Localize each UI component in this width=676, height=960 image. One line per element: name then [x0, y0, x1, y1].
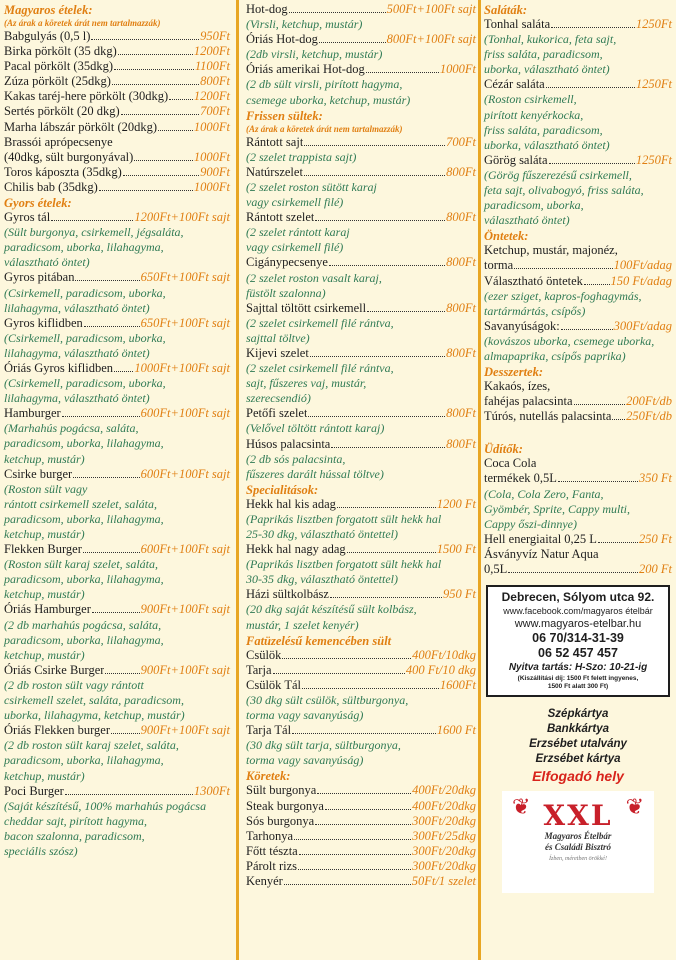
menu-item [246, 165, 476, 180]
item-price: 1600 Ft [436, 723, 476, 738]
item-description: (Roston csirkemell, [484, 92, 577, 107]
item-name: Petőfi szelet [246, 406, 308, 421]
menu-item [4, 467, 230, 482]
item-name: Hell energiaital 0,25 L [484, 531, 597, 546]
item-price: 350 Ft [639, 471, 672, 486]
section-title-gyors: Gyors ételek: [4, 196, 72, 211]
menu-item [246, 678, 476, 693]
menu-item: Chilis bab (35dkg) 1000Ft [4, 179, 230, 194]
menu-item [484, 409, 672, 424]
opening-hours: Nyitva tartás: H-Szo: 10-21-ig [508, 662, 648, 674]
fatuz-items [246, 648, 476, 769]
item-price: 300Ft/20dkg [412, 843, 476, 858]
item-price: 950 Ft [443, 587, 476, 602]
item-description: (Marhahús pogácsa, saláta, [4, 421, 139, 436]
item-price: 100Ft/adag [613, 258, 672, 273]
item-description: bacon szalonna, paradicsom, [4, 828, 145, 843]
item-description: paradicsom, uborka, [484, 198, 584, 213]
phone-1[interactable]: 06 70/314-31-39 [532, 631, 624, 646]
folk-ornament-left-icon: ❦ [512, 795, 531, 821]
item-description: (Virsli, ketchup, mustár) [246, 17, 363, 32]
item-name: termékek 0,5L [484, 471, 557, 486]
section-title-fatuz: Fatüzelésű kemencében sült [246, 633, 392, 648]
menu-item: Babgulyás (0,5 l) 950Ft [4, 29, 230, 43]
spec-items [246, 497, 476, 633]
column-divider-left [236, 0, 239, 960]
item-description: (2 szelet csirkemell filé rántva, [246, 315, 394, 330]
section-title-salat: Saláták: [484, 3, 528, 17]
item-description: ketchup, mustár) [4, 647, 85, 662]
item-description: csirkemell szelet, saláta, paradicsom, [4, 693, 184, 708]
item-description: mustár, 1 szelet kenyér) [246, 617, 359, 632]
item-name: Csirke burger [4, 466, 73, 481]
koret-items [246, 783, 476, 889]
facebook-link[interactable]: www.facebook.com/magyaros ételbár [503, 606, 653, 617]
ontet-items [484, 258, 672, 364]
item-description: (2 db roston sült vagy rántott [4, 677, 144, 692]
item-name: Sós burgonya [246, 813, 315, 828]
menu-item [246, 437, 476, 452]
item-description: paradicsom, uborka, lilahagyma, [4, 632, 164, 647]
folk-ornament-right-icon: ❦ [625, 795, 644, 821]
menu-item [246, 62, 476, 77]
item-name: Hekk hal nagy adag [246, 542, 346, 557]
item-description: ketchup, mustár) [4, 451, 85, 466]
item-name: Tarhonya [246, 828, 294, 843]
menu-item [246, 135, 476, 150]
section-title-frissen: Frissen sültek: [246, 108, 323, 123]
item-price: 600Ft+100Ft sajt [140, 542, 230, 557]
item-description: (2 db marhahús pogácsa, saláta, [4, 617, 162, 632]
item-price: 800Ft [446, 255, 476, 270]
item-price: 400Ft/20dkg [412, 783, 476, 798]
item-price: 400 Ft/10 dkg [405, 662, 476, 677]
section-title-spec: Specialitások: [246, 482, 319, 497]
item-description: (2 db sós palacsinta, [246, 451, 346, 466]
menu-item-brasso: Brassói aprópecsenye [4, 134, 113, 149]
item-description: sajt, fűszeres vaj, mustár, [246, 376, 367, 391]
item-price: 1300Ft [193, 783, 230, 798]
menu-item [246, 814, 476, 829]
logo-line-2: és Családi Bisztró [544, 842, 611, 853]
menu-item [246, 497, 476, 512]
item-price: 250Ft/db [626, 409, 672, 424]
menu-item: (40dkg, sült burgonyával) 1000Ft [4, 149, 230, 164]
item-description: csemege uborka, ketchup, mustár) [246, 92, 411, 107]
logo-mark: XXL [543, 799, 613, 833]
item-name: Tarja Tál [246, 723, 292, 738]
card-erzsebet-card: Erzsébet kártya [535, 753, 621, 766]
item-name: Óriás Csirke Burger [4, 662, 105, 677]
item-price: 650Ft+100Ft sajt [140, 270, 230, 285]
item-name: Csülök Tál [246, 677, 301, 692]
item-name: Savanyúságok: [484, 318, 560, 333]
item-description: uborka, választható öntet) [484, 62, 610, 77]
item-description: 30-35 dkg, választható öntettel) [246, 572, 398, 587]
item-description: (Görög fűszerezésű csirkemell, [484, 167, 632, 182]
menu-item [4, 361, 230, 376]
item-description: Gyömbér, Sprite, Cappy multi, [484, 501, 630, 516]
item-price: 800Ft [446, 406, 476, 421]
menu-item [484, 153, 672, 168]
column-divider-right [478, 0, 481, 960]
item-description: paradicsom, uborka, lilahagyma, [4, 511, 164, 526]
item-price: 250 Ft [639, 531, 672, 546]
item-name: Húsos palacsinta [246, 436, 331, 451]
menu-item [4, 542, 230, 557]
item-name: Hot-dog [246, 2, 288, 16]
item-description: feta sajt, olivabogyó, friss saláta, [484, 183, 644, 198]
menu-item: Sertés pörkölt (20 dkg) 700Ft [4, 104, 230, 119]
delivery-note-1: (Kiszállítási díj: 1500 Ft felett ingyenes, [517, 675, 639, 683]
salat-items [484, 17, 672, 228]
item-price: 650Ft+100Ft sajt [140, 315, 230, 330]
item-description: (Saját készítésű, 100% marhahús pogácsa [4, 798, 207, 813]
menu-item [246, 799, 476, 814]
menu-item [4, 270, 230, 285]
item-name: fahéjas palacsinta [484, 394, 573, 409]
item-price: 150 Ft/adag [610, 273, 672, 288]
item-description: (Cola, Cola Zero, Fanta, [484, 486, 604, 501]
item-price: 1250Ft [635, 17, 672, 31]
item-description: (Roston sült vagy [4, 481, 88, 496]
item-description: torma vagy savanyúság) [246, 753, 364, 768]
item-name: Kijevi szelet [246, 345, 309, 360]
item-name: Túrós, nutellás palacsinta [484, 409, 612, 424]
item-description: vagy csirkemell filé) [246, 195, 344, 210]
item-name: Kenyér [246, 873, 283, 888]
item-price: 1250Ft [635, 152, 672, 167]
item-price: 300Ft/20dkg [412, 858, 476, 873]
item-name: Rántott szelet [246, 210, 315, 225]
delivery-note-2: 1500 Ft alatt 300 Ft) [547, 683, 609, 691]
item-price: 300Ft/25dkg [412, 828, 476, 843]
menu-item [246, 874, 476, 889]
menu-item [246, 406, 476, 421]
item-price: 900Ft+100Ft sajt [140, 602, 230, 617]
item-name: Óriás Hamburger [4, 602, 91, 617]
menu-item [246, 663, 476, 678]
restaurant-logo [502, 791, 654, 893]
phone-2[interactable]: 06 52 457 457 [538, 646, 618, 661]
menu-item [246, 346, 476, 361]
item-name: Választható öntetek [484, 273, 583, 288]
item-name: Párolt rizs [246, 858, 298, 873]
menu-item: Marha lábszár pörkölt (20dkg) 1000Ft [4, 119, 230, 134]
menu-column-left [4, 2, 230, 859]
item-description: uborka, választható öntet) [484, 137, 610, 152]
menu-item [4, 723, 230, 738]
item-description: (Csirkemell, paradicsom, uborka, [4, 376, 166, 391]
menu-item [246, 210, 476, 225]
item-price: 200Ft/db [626, 394, 672, 409]
website-link[interactable]: www.magyaros-etelbar.hu [514, 618, 642, 631]
item-description: (Paprikás lisztben forgatott sült hekk hal [246, 511, 442, 526]
item-price: 800Ft [446, 300, 476, 315]
menu-item-desszert-first: Kakaós, ízes, [484, 379, 551, 394]
item-description: (Roston sült karaj szelet, saláta, [4, 557, 158, 572]
item-name: Flekken Burger [4, 542, 82, 557]
menu-item [484, 274, 672, 289]
item-price: 600Ft+100Ft sajt [140, 466, 230, 481]
item-name: Gyros tál [4, 210, 51, 225]
item-price: 900Ft+100Ft sajt [140, 662, 230, 677]
item-description: választható öntet) [484, 213, 570, 228]
item-name: Rántott sajt [246, 134, 304, 149]
logo-line-1: Magyaros Ételbár [544, 831, 612, 842]
item-description: 25-30 dkg, választható öntettel) [246, 527, 398, 541]
menu-column-right [484, 2, 672, 893]
card-szep: Szépkártya [547, 708, 609, 721]
menu-item [484, 394, 672, 409]
item-price: 800Ft [446, 210, 476, 225]
desszert-items [484, 394, 672, 424]
menu-item: Pacal pörkölt (35dkg) 1100Ft [4, 59, 230, 74]
item-price: 1000Ft [439, 62, 476, 77]
item-description: ketchup, mustár) [4, 768, 85, 783]
item-description: uborka, lilahagyma, ketchup, mustár) [4, 708, 185, 723]
item-price: 600Ft+100Ft sajt [140, 406, 230, 421]
item-description: (30 dkg sült tarja, sültburgonya, [246, 738, 401, 753]
item-description: (Velővel töltött rántott karaj) [246, 421, 385, 436]
item-description: (2 szelet rántott karaj [246, 225, 350, 240]
item-description: speciális szósz) [4, 843, 78, 858]
item-name: Sajttal töltött csirkemell [246, 300, 367, 315]
item-description: friss saláta, paradicsom, [484, 122, 603, 137]
item-description: rántott csirkemell szelet, saláta, [4, 496, 157, 511]
item-name: Sült burgonya [246, 783, 317, 798]
item-name: Görög saláta [484, 152, 548, 167]
frissen-items [246, 135, 476, 482]
item-name: Házi sültkolbász [246, 587, 329, 602]
section-title-koret: Köretek: [246, 769, 291, 784]
item-description: (30 dkg sült csülök, sültburgonya, [246, 692, 409, 707]
item-description: (Sült burgonya, csirkemell, jégsaláta, [4, 225, 184, 240]
section-title-udito: Üdítők: [484, 442, 523, 457]
udito-items [484, 471, 672, 546]
item-price: 1500 Ft [436, 542, 476, 557]
menu-item-ontet-first: Ketchup, mustár, majonéz, [484, 243, 618, 258]
item-name: Tonhal saláta [484, 17, 551, 31]
item-description: ketchup, mustár) [4, 587, 85, 602]
item-price: 800Ft [446, 436, 476, 451]
item-description: (2 szelet roston vasalt karaj, [246, 270, 382, 285]
item-name: Hekk hal kis adag [246, 496, 336, 511]
item-description: (ezer sziget, kapros-foghagymás, [484, 288, 642, 303]
item-description: (Paprikás lisztben forgatott sült hekk hal [246, 557, 442, 572]
item-description: lilahagyma, választható öntet) [4, 391, 150, 406]
menu-item [484, 258, 672, 273]
item-name: Poci Burger [4, 783, 64, 798]
item-description: (2 szelet trappista sajt) [246, 149, 357, 164]
magyaros-items [4, 29, 230, 195]
card-erzsebet-voucher: Erzsébet utalvány [529, 738, 627, 751]
item-name: Főtt tészta [246, 843, 298, 858]
item-price: 800Ft [446, 345, 476, 360]
item-description: lilahagyma, választható öntet) [4, 345, 150, 360]
item-description: (Tonhal, kukorica, feta sajt, [484, 32, 617, 47]
item-description: (2db virsli, ketchup, mustár) [246, 47, 383, 62]
menu-item-asvany-first: Ásványvíz Natur Aqua [484, 546, 599, 561]
menu-item [246, 587, 476, 602]
menu-item [4, 663, 230, 678]
menu-item [246, 783, 476, 798]
menu-item [4, 316, 230, 331]
item-description: ketchup, mustár) [4, 527, 85, 541]
menu-item [246, 255, 476, 270]
item-description: fűszeres darált hússal töltve) [246, 466, 384, 481]
item-price: 700Ft [446, 134, 476, 149]
item-price: 800Ft [446, 164, 476, 179]
item-description: paradicsom, uborka, lilahagyma, [4, 436, 164, 451]
gyors-items [4, 210, 230, 859]
item-description: tartármártás, csípős) [484, 303, 586, 318]
item-price: 1200 Ft [436, 496, 476, 511]
menu-item: 0,5L 200 Ft [484, 562, 672, 576]
menu-item [246, 829, 476, 844]
item-description: (2 db roston sült karaj szelet, saláta, [4, 738, 179, 753]
menu-item [246, 859, 476, 874]
item-price: 300Ft/adag [613, 318, 672, 333]
menu-item [246, 542, 476, 557]
section-title-desszert: Desszertek: [484, 365, 544, 380]
item-name: Óriás Gyros kiflidben [4, 360, 114, 375]
menu-item [246, 32, 476, 47]
item-price: 500Ft+100Ft sajt [386, 2, 476, 16]
menu-item [246, 723, 476, 738]
menu-item [4, 406, 230, 421]
menu-item: Zúza pörkölt (25dkg) 800Ft [4, 74, 230, 89]
menu-item [4, 784, 230, 799]
item-description: füstölt szalonna) [246, 285, 326, 300]
item-description: paradicsom, uborka, lilahagyma, [4, 753, 164, 768]
item-name: Cigánypecsenye [246, 255, 328, 270]
contact-box [486, 585, 670, 697]
item-description: pirított kenyérkocka, [484, 107, 584, 122]
card-bank: Bankkártya [546, 723, 609, 736]
menu-item-udito-first: Coca Cola [484, 456, 537, 471]
item-name: Óriás Hot-dog [246, 32, 318, 47]
menu-item [246, 2, 476, 17]
accepted-place: Elfogadó hely [532, 768, 624, 785]
item-name: torma [484, 258, 514, 273]
item-price: 1600Ft [439, 677, 476, 692]
item-price: 50Ft/1 szelet [411, 873, 476, 888]
item-description: Cappy őszi-dinnye) [484, 516, 577, 531]
item-price: 1000Ft+100Ft sajt [134, 360, 230, 375]
menu-item [484, 17, 672, 32]
menu-item [246, 301, 476, 316]
item-name: Natúrszelet [246, 164, 303, 179]
item-name: Cézár saláta [484, 77, 545, 92]
item-price: 1250Ft [635, 77, 672, 92]
item-name: Gyros pitában [4, 270, 75, 285]
menu-item: Toros káposzta (35dkg) 900Ft [4, 164, 230, 179]
item-price: 400Ft/10dkg [412, 647, 476, 662]
section-note-magyaros: (Az árak a köretek árát nem tartalmazzák) [4, 18, 161, 28]
item-name: Óriás Flekken burger [4, 723, 110, 738]
item-price: 300Ft/20dkg [412, 813, 476, 828]
item-price: 800Ft+100Ft sajt [386, 32, 476, 47]
logo-tagline: Ízben, méretben örökké! [549, 856, 607, 863]
menu-item [246, 648, 476, 663]
item-description: sajttal töltve) [246, 330, 310, 345]
menu-item [484, 532, 672, 547]
item-description: (2 szelet csirkemell filé rántva, [246, 361, 394, 376]
item-description: választható öntet) [4, 255, 90, 270]
item-price: 1200Ft+100Ft sajt [134, 210, 230, 225]
item-name: Steak burgonya [246, 798, 324, 813]
item-price: 900Ft+100Ft sajt [140, 723, 230, 738]
item-description: szerecsendió) [246, 391, 311, 406]
item-description: friss saláta, paradicsom, [484, 47, 603, 62]
item-name: Gyros kiflidben [4, 315, 83, 330]
item-description: (2 db sült virsli, pirított hagyma, [246, 77, 403, 92]
address: Debrecen, Sólyom utca 92. [501, 590, 655, 605]
item-name: Hamburger [4, 406, 61, 421]
section-title-magyaros: Magyaros ételek: [4, 3, 93, 17]
item-description: (kovászos uborka, csemege uborka, [484, 333, 655, 348]
item-name: Csülök [246, 647, 282, 662]
section-note-frissen: (Az árak a köretek árát nem tartalmazzák) [246, 123, 403, 134]
item-description: lilahagyma, választható öntet) [4, 300, 150, 315]
menu-item [246, 844, 476, 859]
item-name: Tarja [246, 662, 272, 677]
item-description: torma vagy savanyúság) [246, 708, 364, 723]
item-description: (Csirkemell, paradicsom, uborka, [4, 285, 166, 300]
item-description: (20 dkg saját készítésű sült kolbász, [246, 602, 417, 617]
menu-item [484, 319, 672, 334]
menu-item [484, 471, 672, 486]
item-description: paradicsom, uborka, lilahagyma, [4, 240, 164, 255]
item-name: Óriás amerikai Hot-dog [246, 62, 365, 77]
section-title-ontet: Öntetek: [484, 229, 529, 244]
menu-item: Birka pörkölt (35 dkg) 1200Ft [4, 44, 230, 59]
item-description: vagy csirkemell filé) [246, 240, 344, 255]
menu-item [4, 602, 230, 617]
hotdog-items [246, 2, 476, 108]
accepted-cards [484, 707, 672, 785]
menu-item [4, 210, 230, 225]
item-description: cheddar sajt, pirított hagyma, [4, 813, 147, 828]
menu-item: Kakas taréj-here pörkölt (30dkg) 1200Ft [4, 89, 230, 104]
item-description: paradicsom, uborka, lilahagyma, [4, 572, 164, 587]
item-description: (2 szelet roston sütött karaj [246, 179, 377, 194]
item-description: (Csirkemell, paradicsom, uborka, [4, 330, 166, 345]
item-price: 400Ft/20dkg [412, 798, 476, 813]
menu-item [484, 77, 672, 92]
menu-column-middle [246, 2, 476, 889]
item-description: almapaprika, csípős paprika) [484, 348, 626, 363]
